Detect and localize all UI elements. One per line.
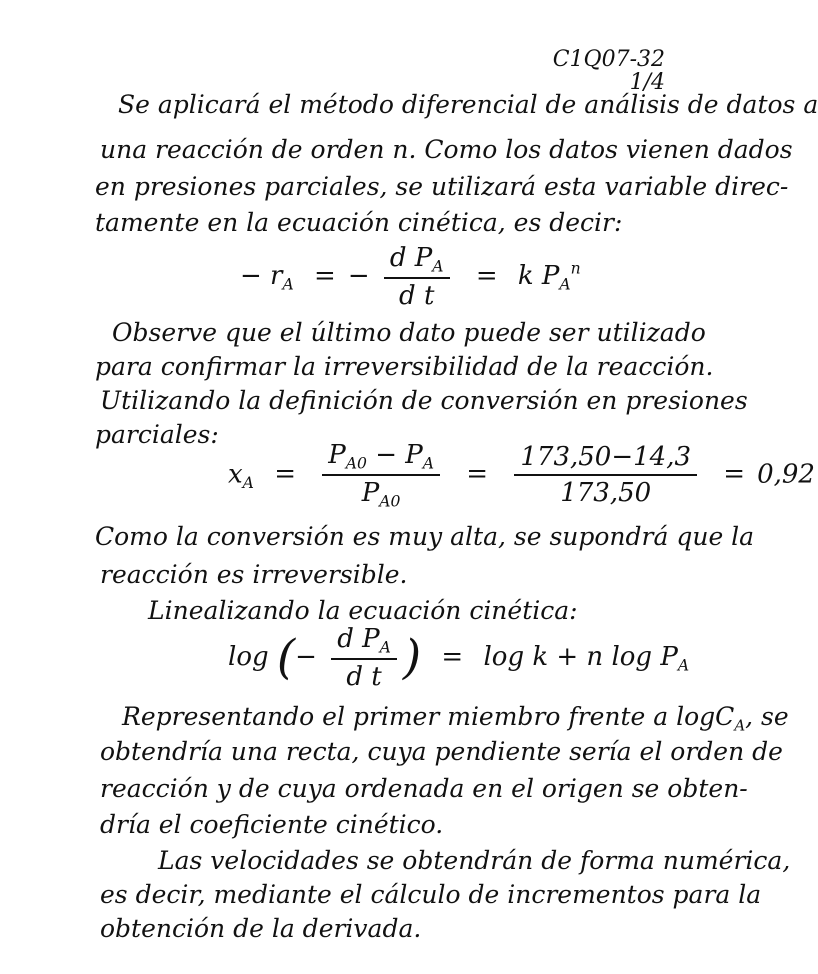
representing-line-3: reacción y de cuya ordenada en el origen se obten- bbox=[100, 774, 748, 803]
equals-sign-2: = bbox=[475, 261, 498, 292]
intro-line-3: en presiones parciales, se utilizará esta variable direc- bbox=[95, 172, 789, 201]
pa0-sub: A0 bbox=[345, 454, 367, 473]
equals-sign-5: = bbox=[723, 459, 746, 490]
equals-sign: = bbox=[314, 261, 336, 292]
rate-equation bbox=[240, 243, 581, 311]
representing-line-1-tail: , se bbox=[745, 702, 789, 731]
minus-pa-symbol: − P bbox=[375, 440, 423, 470]
representing-line-2: obtendría una recta, cuya pendiente sería el orden de bbox=[100, 737, 783, 766]
derivative-numerator: d P bbox=[389, 243, 433, 273]
pa0-denominator: P bbox=[361, 478, 380, 509]
representing-line-4: dría el coeficiente cinético. bbox=[100, 810, 444, 839]
derivative-numerator-sub: A bbox=[432, 257, 444, 276]
document-code: C1Q07-32 bbox=[552, 47, 665, 72]
conversion-lhs-sub: A bbox=[242, 473, 254, 492]
conversion-equation bbox=[228, 440, 815, 511]
log-rhs: log k + n log P bbox=[483, 642, 678, 673]
final-line-3: obtención de la derivada. bbox=[100, 914, 422, 943]
numeric-denominator: 173,50 bbox=[560, 478, 652, 509]
derivative-fraction bbox=[384, 243, 450, 311]
rate-rhs: k P bbox=[517, 261, 560, 292]
conversion-fraction-symbolic bbox=[322, 440, 440, 511]
observe-line-2: para confirmar la irreversibilidad de la reacción. bbox=[95, 352, 714, 381]
representing-line-1 bbox=[122, 702, 789, 734]
right-paren: ) bbox=[402, 631, 422, 686]
left-paren: ( bbox=[276, 631, 296, 686]
conclusion-line-1: Como la conversión es muy alta, se supondrá que la bbox=[95, 522, 755, 551]
pa0-symbol: P bbox=[328, 440, 346, 470]
final-line-2: es decir, mediante el cálculo de incrementos para la bbox=[100, 880, 762, 909]
representing-line-1-text: Representando el primer miembro frente a logC bbox=[122, 702, 735, 731]
observe-line-3: Utilizando la definición de conversión en presiones bbox=[100, 386, 748, 415]
page-number: 1/4 bbox=[629, 70, 665, 96]
log-minus: − bbox=[295, 642, 317, 673]
intro-line-2: una reacción de orden n. Como los datos vienen dados bbox=[100, 135, 793, 164]
log-rhs-sub: A bbox=[677, 656, 690, 675]
intro-line-1: Se aplicará el método diferencial de análisis de datos a bbox=[118, 90, 818, 119]
pa-sub: A bbox=[422, 454, 435, 473]
conclusion-line-2: reacción es irreversible. bbox=[100, 560, 408, 589]
minus-sign: − bbox=[347, 261, 370, 292]
conversion-result: 0,92 bbox=[757, 459, 815, 490]
rate-lhs-sub: A bbox=[282, 275, 294, 294]
observe-line-1: Observe que el último dato puede ser utilizado bbox=[112, 318, 706, 347]
equals-sign-3: = bbox=[274, 459, 296, 490]
log-equation bbox=[228, 624, 689, 692]
equals-sign-4: = bbox=[466, 459, 489, 490]
log-lhs: log bbox=[228, 642, 269, 673]
pa0-denominator-sub: A0 bbox=[379, 492, 401, 511]
log-derivative-denominator: d t bbox=[346, 662, 382, 693]
observe-line-4: parciales: bbox=[95, 420, 219, 449]
conversion-fraction-numeric bbox=[514, 442, 697, 508]
representing-line-1-sub: A bbox=[734, 716, 746, 735]
final-line-1: Las velocidades se obtendrán de forma numérica, bbox=[158, 846, 791, 875]
log-derivative-fraction bbox=[331, 624, 397, 692]
rate-rhs-sub: A bbox=[559, 275, 571, 294]
log-derivative-numerator-sub: A bbox=[379, 638, 391, 657]
rate-lhs: − r bbox=[240, 261, 283, 292]
log-derivative-numerator: d P bbox=[337, 624, 380, 654]
linearize-line: Linealizando la ecuación cinética: bbox=[148, 596, 578, 625]
page-header bbox=[553, 48, 665, 94]
conversion-lhs: x bbox=[228, 459, 243, 490]
numeric-numerator: 173,50−14,3 bbox=[514, 442, 697, 476]
intro-line-4: tamente en la ecuación cinética, es decir: bbox=[95, 208, 623, 237]
equals-sign-6: = bbox=[441, 642, 464, 673]
rate-rhs-exponent: n bbox=[570, 259, 581, 278]
derivative-denominator: d t bbox=[399, 281, 435, 312]
